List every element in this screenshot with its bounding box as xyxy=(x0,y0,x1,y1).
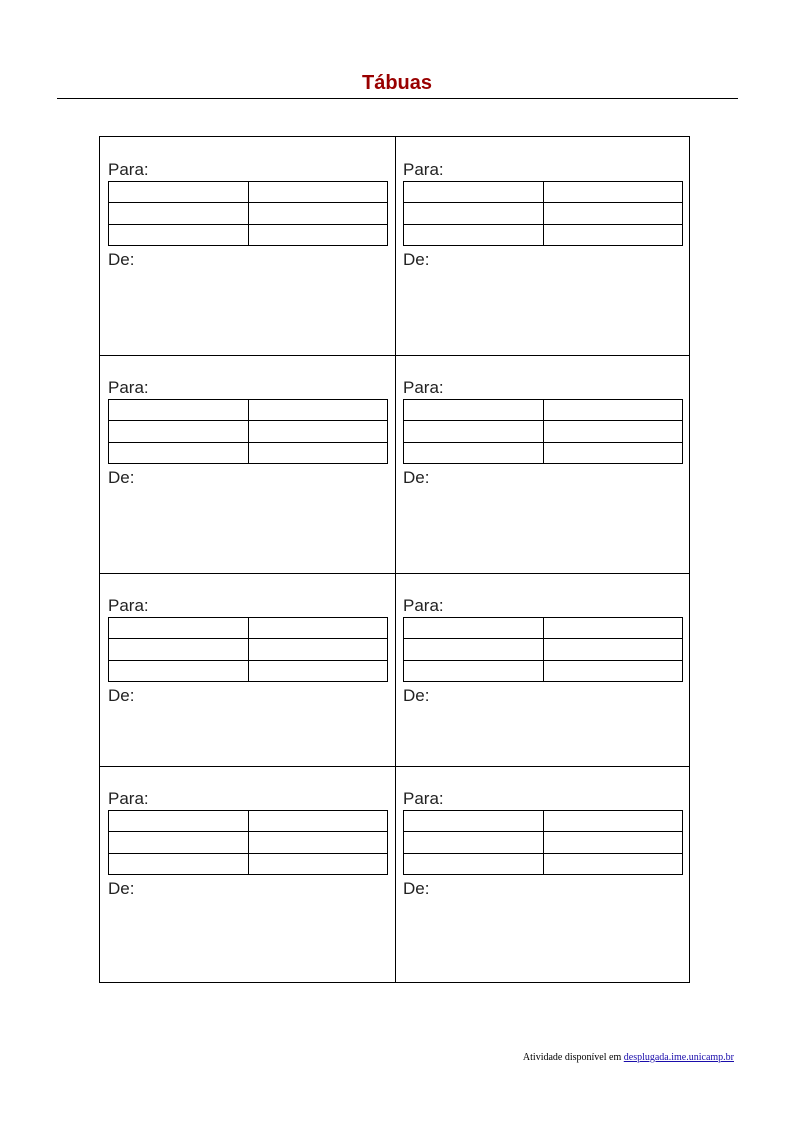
to-label: Para: xyxy=(403,160,444,179)
table-cell[interactable] xyxy=(404,853,544,874)
table-cell[interactable] xyxy=(543,811,683,832)
table-cell[interactable] xyxy=(248,618,388,639)
table-cell[interactable] xyxy=(109,224,249,245)
table-cell[interactable] xyxy=(109,853,249,874)
table-cell[interactable] xyxy=(248,400,388,421)
table-cell[interactable] xyxy=(543,400,683,421)
table-cell[interactable] xyxy=(543,853,683,874)
table-cell[interactable] xyxy=(109,442,249,463)
table-cell[interactable] xyxy=(543,182,683,203)
table-cell[interactable] xyxy=(543,224,683,245)
card xyxy=(100,573,395,766)
card xyxy=(100,766,395,982)
table-cell[interactable] xyxy=(109,400,249,421)
card-table xyxy=(403,399,683,464)
table-cell[interactable] xyxy=(109,832,249,853)
table-cell[interactable] xyxy=(543,442,683,463)
from-label: De: xyxy=(403,879,430,898)
table-cell[interactable] xyxy=(248,442,388,463)
table-cell[interactable] xyxy=(248,853,388,874)
from-label: De: xyxy=(108,468,135,487)
card-table xyxy=(403,810,683,875)
table-cell[interactable] xyxy=(109,639,249,660)
from-label: De: xyxy=(403,468,430,487)
table-cell[interactable] xyxy=(109,618,249,639)
card xyxy=(395,573,690,766)
table-cell[interactable] xyxy=(248,832,388,853)
card-table xyxy=(108,181,388,246)
table-cell[interactable] xyxy=(404,639,544,660)
footer xyxy=(523,1052,734,1063)
table-cell[interactable] xyxy=(543,639,683,660)
card-table xyxy=(108,399,388,464)
table-cell[interactable] xyxy=(248,421,388,442)
to-label: Para: xyxy=(108,596,149,615)
table-cell[interactable] xyxy=(543,421,683,442)
table-cell[interactable] xyxy=(543,660,683,681)
table-cell[interactable] xyxy=(404,182,544,203)
card-table xyxy=(108,617,388,682)
table-cell[interactable] xyxy=(248,203,388,224)
card xyxy=(395,137,690,355)
table-cell[interactable] xyxy=(248,660,388,681)
title-divider xyxy=(57,98,738,99)
from-label: De: xyxy=(108,686,135,705)
table-cell[interactable] xyxy=(248,639,388,660)
table-cell[interactable] xyxy=(404,203,544,224)
from-label: De: xyxy=(403,686,430,705)
card xyxy=(395,355,690,573)
table-cell[interactable] xyxy=(404,832,544,853)
table-cell[interactable] xyxy=(404,442,544,463)
from-label: De: xyxy=(108,250,135,269)
table-cell[interactable] xyxy=(543,618,683,639)
table-cell[interactable] xyxy=(404,224,544,245)
card xyxy=(100,355,395,573)
table-cell[interactable] xyxy=(404,400,544,421)
cards-grid xyxy=(99,136,690,983)
card xyxy=(395,766,690,982)
card-table xyxy=(403,181,683,246)
table-cell[interactable] xyxy=(109,421,249,442)
card-table xyxy=(403,617,683,682)
table-cell[interactable] xyxy=(248,224,388,245)
card-table xyxy=(108,810,388,875)
table-cell[interactable] xyxy=(543,203,683,224)
table-cell[interactable] xyxy=(404,660,544,681)
to-label: Para: xyxy=(403,378,444,397)
to-label: Para: xyxy=(403,789,444,808)
from-label: De: xyxy=(108,879,135,898)
footer-text: Atividade disponível em xyxy=(522,1052,622,1063)
from-label: De: xyxy=(403,250,430,269)
table-cell[interactable] xyxy=(248,182,388,203)
table-cell[interactable] xyxy=(109,182,249,203)
table-cell[interactable] xyxy=(404,618,544,639)
to-label: Para: xyxy=(108,789,149,808)
to-label: Para: xyxy=(108,378,149,397)
table-cell[interactable] xyxy=(248,811,388,832)
card xyxy=(100,137,395,355)
table-cell[interactable] xyxy=(109,203,249,224)
footer-link[interactable]: desplugada.ime.unicamp.br xyxy=(623,1052,734,1063)
table-cell[interactable] xyxy=(404,811,544,832)
to-label: Para: xyxy=(108,160,149,179)
to-label: Para: xyxy=(403,596,444,615)
table-cell[interactable] xyxy=(109,811,249,832)
table-cell[interactable] xyxy=(404,421,544,442)
table-cell[interactable] xyxy=(543,832,683,853)
page-title: Tábuas xyxy=(361,72,433,94)
table-cell[interactable] xyxy=(109,660,249,681)
